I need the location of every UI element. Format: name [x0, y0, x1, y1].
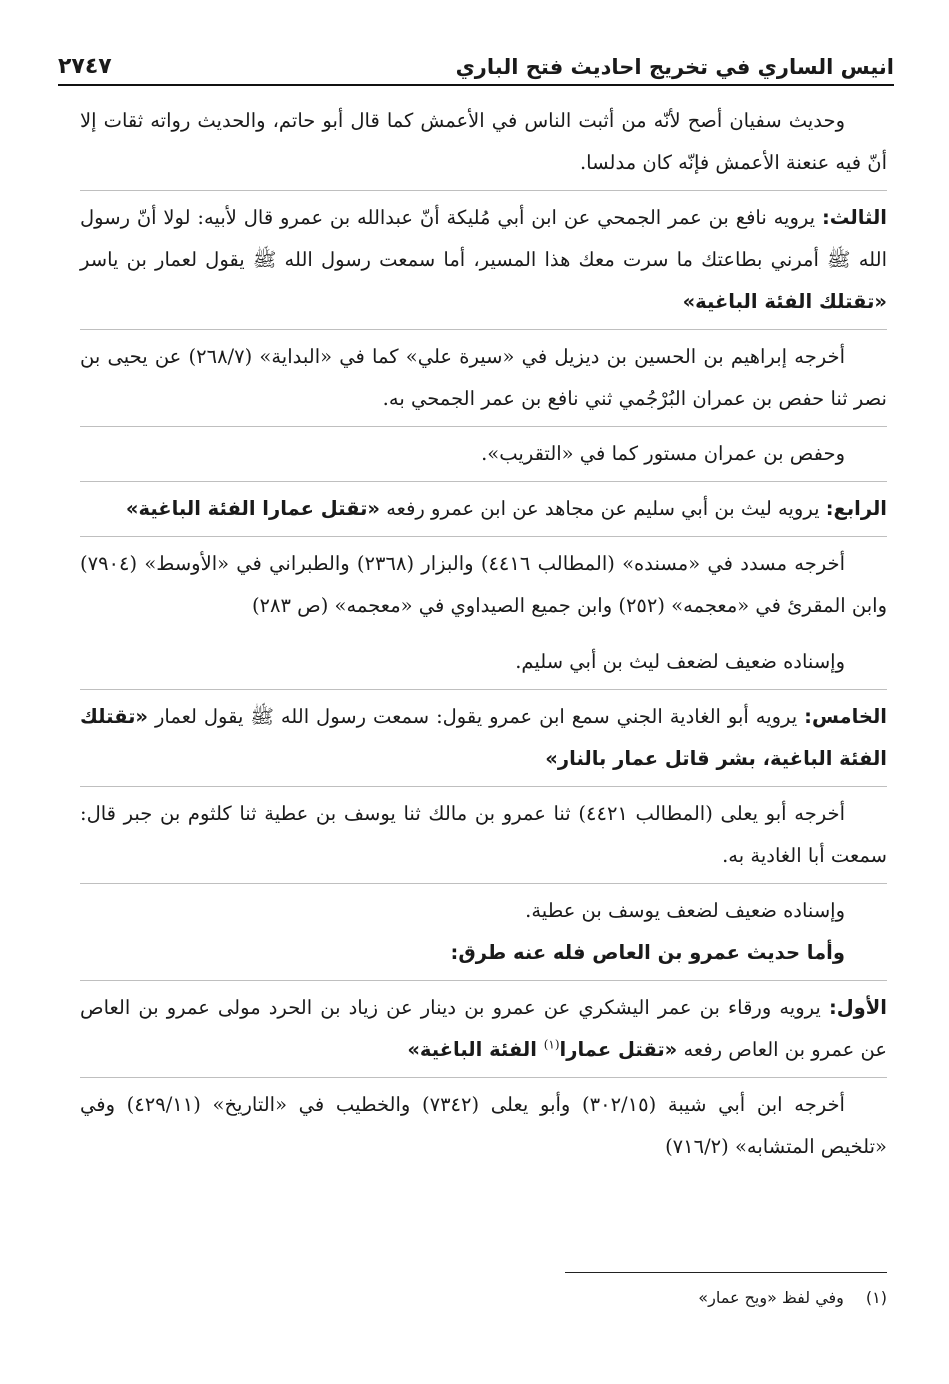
divider	[80, 689, 887, 690]
divider	[80, 481, 887, 482]
paragraph-text: يرويه ليث بن أبي سليم عن مجاهد عن ابن عمرو رفعه	[380, 497, 826, 520]
paragraph	[80, 433, 887, 475]
paragraph-text: وإسناده ضعيف لضعف ليث بن أبي سليم.	[515, 650, 845, 673]
paragraph-text: أخرجه أبو يعلى (المطالب ٤٤٢١) ثنا عمرو بن مالك ثنا يوسف بن عطية ثنا كلثوم بن جبر قال: سمعت أبا الغادية به.	[80, 802, 887, 867]
running-title: انيس الساري في تخريج احاديث فتح الباري	[455, 55, 894, 79]
footnote-text: وفي لفظ «ويح عمار»	[698, 1288, 844, 1307]
divider	[80, 786, 887, 787]
paragraph	[80, 696, 887, 780]
section-heading: وأما حديث عمرو بن العاص فله عنه طرق:	[450, 941, 845, 964]
paragraph	[80, 987, 887, 1071]
paragraph	[80, 1084, 887, 1168]
route-label: الثالث:	[821, 206, 887, 229]
paragraph	[80, 488, 887, 530]
paragraph	[80, 197, 887, 323]
divider	[80, 980, 887, 981]
hadith-quote: «تقتل عمارا	[559, 1038, 678, 1061]
paragraph-text: أخرجه إبراهيم بن الحسين بن ديزيل في «سيرة علي» كما في «البداية» (٢٦٨/٧) عن يحيى بن نصر ثنا حفص بن عمران البُرْجُمي ثني نافع بن عمر الجمحي به.	[80, 345, 887, 410]
divider	[80, 190, 887, 191]
paragraph-text: وحديث سفيان أصح لأنّه من أثبت الناس في الأعمش كما قال أبو حاتم، والحديث رواته ثقات إلا أنّ فيه عنعنة الأعمش فإنّه كان مدلسا.	[80, 109, 887, 174]
footnote-number: (١)	[865, 1288, 887, 1307]
footnote	[80, 1285, 887, 1311]
footnote-reference[interactable]: (١)	[543, 1037, 560, 1052]
hadith-quote: «تقتل عمارا الفئة الباغية»	[125, 497, 381, 520]
paragraph	[80, 336, 887, 420]
paragraph-text: وإسناده ضعيف لضعف يوسف بن عطية.	[525, 899, 845, 922]
paragraph	[80, 793, 887, 877]
page-header	[58, 38, 894, 86]
spacer	[80, 627, 887, 641]
paragraph-text: يرويه أبو الغادية الجني سمع ابن عمرو يقول: سمعت رسول الله ﷺ يقول لعمار	[148, 705, 805, 728]
page-number: ٢٧٤٧	[58, 54, 112, 79]
divider	[80, 426, 887, 427]
divider	[80, 329, 887, 330]
divider	[80, 536, 887, 537]
paragraph	[80, 543, 887, 627]
hadith-quote: الفئة الباغية»	[407, 1038, 544, 1061]
paragraph-text: وحفص بن عمران مستور كما في «التقريب».	[481, 442, 845, 465]
route-label: الرابع:	[825, 497, 887, 520]
paragraph-text: أخرجه ابن أبي شيبة (٣٠٢/١٥) وأبو يعلى (٧٣٤٢) والخطيب في «التاريخ» (٤٢٩/١١) وفي «تلخيص المتشابه» (٧١٦/٢)	[80, 1093, 887, 1158]
paragraph	[80, 641, 887, 683]
page-body	[80, 100, 887, 1168]
footnote-rule	[565, 1272, 887, 1273]
hadith-quote: «تقتلك الفئة الباغية، بشر قاتل عمار بالنار»	[80, 705, 887, 770]
paragraph	[80, 890, 887, 932]
route-label: الخامس:	[804, 705, 887, 728]
paragraph-text: يرويه ورقاء بن عمر اليشكري عن عمرو بن دينار عن زياد بن الحرد مولى عمرو بن العاص عن عمرو بن العاص رفعه	[80, 996, 887, 1061]
hadith-quote: «تقتلك الفئة الباغية»	[682, 290, 887, 313]
route-label: الأول:	[828, 996, 887, 1019]
paragraph-text: أخرجه مسدد في «مسنده» (المطالب ٤٤١٦) والبزار (٢٣٦٨) والطبراني في «الأوسط» (٧٩٠٤) وابن المقرئ في «معجمه» (٢٥٢) وابن جميع الصيداوي في «معجمه» (ص ٢٨٣)	[80, 552, 887, 617]
divider	[80, 883, 887, 884]
divider	[80, 1077, 887, 1078]
paragraph-text: يرويه نافع بن عمر الجمحي عن ابن أبي مُليكة أنّ عبدالله بن عمرو قال لأبيه: لولا أنّ رسول الله ﷺ أمرني بطاعتك ما سرت معك هذا المسير، أما سمعت رسول الله ﷺ يقول لعمار بن ياسر	[80, 206, 887, 271]
paragraph	[80, 100, 887, 184]
